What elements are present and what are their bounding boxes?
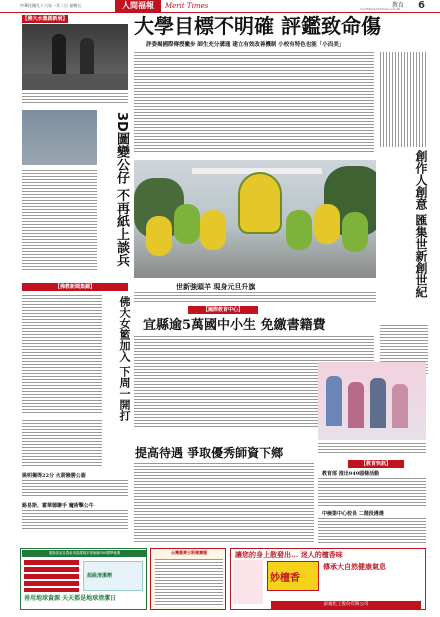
left-vertical-headline: 3D圖變公仔 不再紙上談兵 — [114, 112, 129, 267]
section-name: 教育 — [392, 2, 405, 9]
ad-cleaner-title: 通過食品及農產用清潔劑多項檢驗CNS標準檢測 — [22, 550, 147, 557]
right-brief-1-text — [318, 478, 426, 506]
ad-cleaner-slogan: 善用地球資源 天天都是地球清潔日 — [24, 595, 117, 602]
photo-caption-text — [134, 292, 376, 304]
left-body-text-3 — [22, 420, 102, 468]
middle-headline: 宜縣逾5萬國中小生 免繳書籍費 — [143, 318, 326, 333]
ad-cleaner[interactable] — [20, 548, 147, 610]
ad-cleaner-product: 超級清潔劑 — [83, 561, 143, 591]
left-section-label-2: 【佛教新聞集錦】 — [22, 283, 128, 291]
ad-incense-company: 添福化工股份有限公司 — [271, 601, 421, 609]
ad-incense-title: 讓您的身上散發出... 迷人的檀香味 — [235, 550, 343, 559]
ad-incense-tagline: 傳承大自然健康氣息 — [323, 563, 386, 571]
right-vertical-headline: 創作人創意 匯集世新創世紀 — [414, 150, 428, 299]
ad-radio[interactable] — [150, 548, 226, 610]
ad-incense-list — [233, 560, 263, 604]
brief-1-text — [22, 480, 128, 498]
bottom-body-text — [134, 463, 314, 543]
brief-2-text — [22, 510, 128, 530]
left-body-text — [22, 170, 97, 270]
right-photo — [318, 362, 426, 440]
photo-caption: 世新強頭羊 現身元旦升旗 — [176, 282, 256, 291]
left-photo-2 — [22, 110, 97, 165]
right-brief-2-title: 中檢第中心校長 二階段遴選 — [322, 511, 384, 517]
page-number: 6 — [418, 0, 425, 11]
ad-incense[interactable] — [230, 548, 426, 610]
left-vertical-headline-2: 佛大女籃加入 下周一開打 — [118, 296, 131, 421]
mascot-photo — [134, 160, 376, 278]
left-section-label: 【佛大水墨創新展】 — [22, 16, 68, 22]
left-top-photo — [22, 24, 128, 90]
mascot-big — [238, 172, 282, 234]
section-email: merit@merit-times.com.tw — [360, 7, 401, 11]
ad-cleaner-list — [24, 560, 79, 592]
right-brief-1-title: 教育部 推出949頭條活動 — [322, 471, 380, 477]
top-headline: 大學目標不明確 評鑑致命傷 — [134, 14, 381, 38]
issue-date: 中華民國九十六年一月二日 星期五 — [20, 3, 82, 8]
top-story-body-right — [380, 52, 428, 147]
right-bottom-label: 【教育快訊】 — [348, 460, 404, 468]
brief-1-title: 姚明獨得22分 火箭險勝公鹿 — [22, 473, 86, 479]
left-body-text-2 — [22, 295, 102, 415]
brand-logo: 人間福報 — [115, 0, 161, 12]
left-top-caption — [22, 93, 128, 105]
brand-english: Merit Times — [165, 2, 209, 10]
ad-incense-logo: 妙檀香 — [267, 561, 319, 591]
right-photo-caption — [318, 443, 426, 455]
middle-section-label: 【國際教育中心】 — [188, 306, 258, 314]
masthead — [0, 0, 440, 13]
top-story-body — [134, 52, 374, 152]
top-subhead: 評委揭國際傳授撇步 師生充分溝通 建立有效改善機制 小校有特色也能「小而美」 — [146, 42, 345, 48]
brief-2-title: 路易斯、霍華德聯手 魔術擊公牛 — [22, 503, 94, 509]
right-brief-2-text — [318, 518, 426, 544]
bottom-headline: 提高待遇 爭取優秀師資下鄉 — [135, 446, 284, 460]
ad-radio-title: 台灣農業日新聞廣播 — [171, 550, 207, 555]
